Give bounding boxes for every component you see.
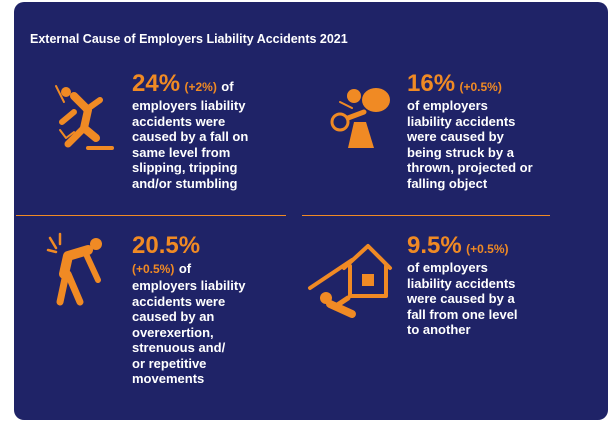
stat-desc-line: and/or stumbling [132,175,238,191]
stat-fall-same-level [132,72,248,191]
stat-desc-line: employers liability [132,278,246,293]
stat-fall-from-height [407,234,518,338]
stat-percent: 20.5% [132,232,201,259]
stat-desc-line: being struck by a [407,144,514,160]
falling-object-icon [318,82,392,158]
stat-desc-line: were caused by a [407,291,515,306]
stat-desc-line: liability accidents [407,113,516,129]
stat-desc-line: strenuous and/ [132,340,226,355]
stat-desc-line: fall from one level [407,306,518,322]
stat-desc-line: thrown, projected or [407,160,533,175]
stat-struck-by-object [407,72,533,191]
stat-desc-line: caused by a fall on [132,129,249,144]
divider-left [16,215,286,216]
stat-desc-line: were caused by [407,129,504,144]
stat-desc-line: employers liability [132,98,246,113]
stat-change: (+0.5%) [132,262,175,276]
stat-desc-line: of employers [407,260,488,275]
infographic-title: External Cause of Employers Liability Accidents 2021 [30,32,348,46]
slip-trip-fall-icon [52,82,116,154]
stat-desc-line: same level from [132,144,231,160]
stat-desc-line: movements [132,371,205,386]
stat-desc-line: falling object [407,175,488,191]
stat-change: (+0.5%) [466,242,509,256]
stat-percent: 24% [132,70,181,97]
divider-right [302,215,550,216]
stat-desc-line: slipping, tripping [132,160,238,175]
stat-desc-line: liability accidents [407,275,516,291]
fall-from-height-icon [302,238,394,322]
stat-desc-line: overexertion, [132,324,214,340]
stat-desc-line: or repetitive [132,355,207,371]
stat-desc-line: of [178,261,192,276]
stat-change: (+0.5%) [459,80,502,94]
infographic-panel [14,2,608,420]
stat-desc-line: accidents were [132,293,226,309]
back-strain-icon [46,232,120,308]
stat-desc-line: to another [407,322,471,337]
stat-desc-line: caused by an [132,309,215,324]
stat-percent: 16% [407,70,456,97]
stat-overexertion [132,234,245,387]
stat-percent: 9.5% [407,232,462,259]
stat-desc-line: of employers [407,98,488,113]
stat-desc-line: accidents were [132,113,226,129]
stat-change: (+2%) [184,80,217,94]
stat-desc-line: of [221,79,234,94]
